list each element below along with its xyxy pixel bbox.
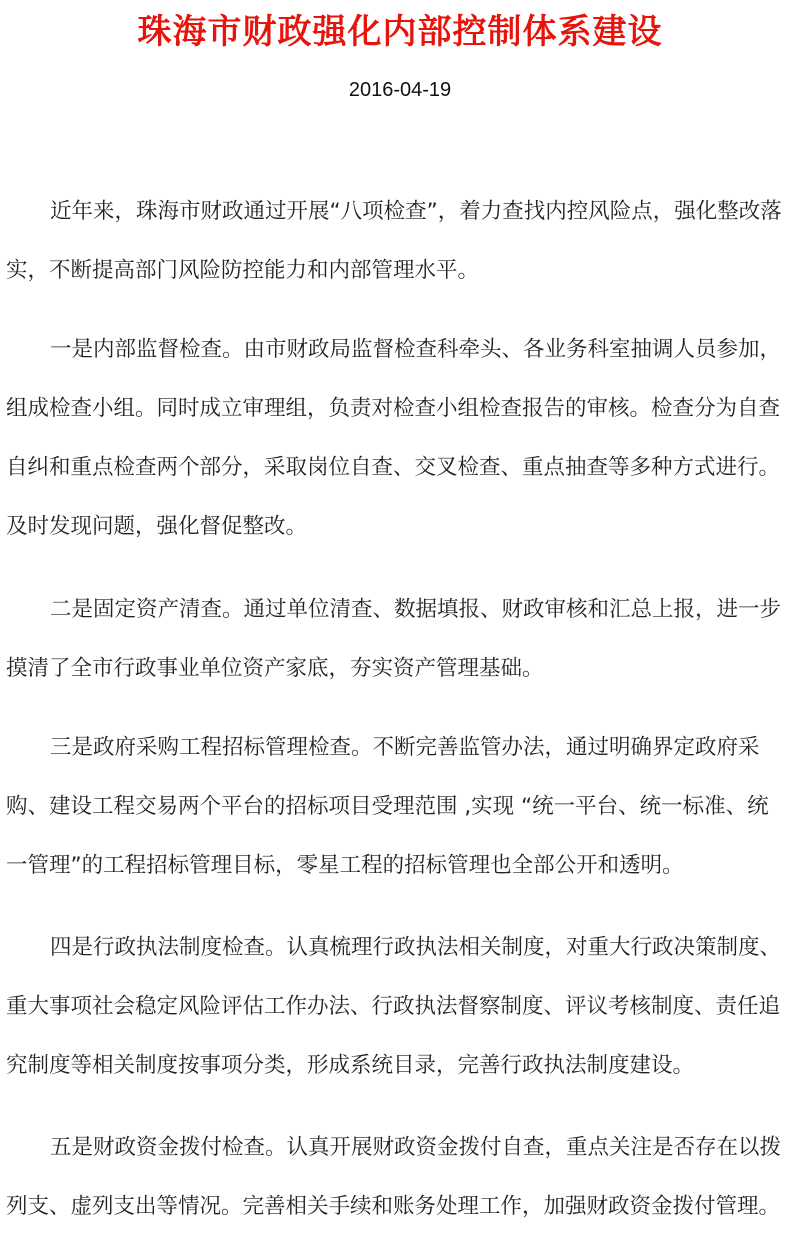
article-paragraph-internal-supervision: 一是内部监督检查。由市财政局监督检查科牵头、各业务科室抽调人员参加，组成检查小组。同时成立审理组，负责对检查小组检查报告的审核。检查分为自查自纠和重点检查两个部分，采取岗位自查、交叉检查、重点抽查等多种方式进行。及时发现问题，强化督促整改。 xyxy=(6,337,782,539)
article-paragraph-fixed-assets: 二是固定资产清查。通过单位清查、数据填报、财政审核和汇总上报，进一步摸清了全市行政事业单位资产家底，夯实资产管理基础。 xyxy=(6,597,782,681)
article-title: 珠海市财政强化内部控制体系建设 xyxy=(137,12,663,52)
article-paragraph-intro: 近年来，珠海市财政通过开展“八项检查”，着力查找内控风险点，强化整改落实，不断提高部门风险防控能力和内部管理水平。 xyxy=(6,199,782,283)
article-paragraph-fund-allocation: 五是财政资金拨付检查。认真开展财政资金拨付自查，重点关注是否存在以拨列支、虚列支出等情况。完善相关手续和账务处理工作，加强财政资金拨付管理。 xyxy=(6,1135,782,1219)
publish-date: 2016-04-19 xyxy=(348,79,452,101)
article-paragraph-procurement: 三是政府采购工程招标管理检查。不断完善监管办法，通过明确界定政府采购、建设工程交易两个平台的招标项目受理范围 ,实现 “统一平台、统一标准、统一管理”的工程招标管理目标，零星工程的招标管理也全部公开和透明。 xyxy=(6,735,769,878)
article-paragraph-law-enforcement: 四是行政执法制度检查。认真梳理行政执法相关制度，对重大行政决策制度、重大事项社会稳定风险评估工作办法、行政执法督察制度、评议考核制度、责任追究制度等相关制度按事项分类，形成系统目录，完善行政执法制度建设。 xyxy=(6,935,782,1078)
